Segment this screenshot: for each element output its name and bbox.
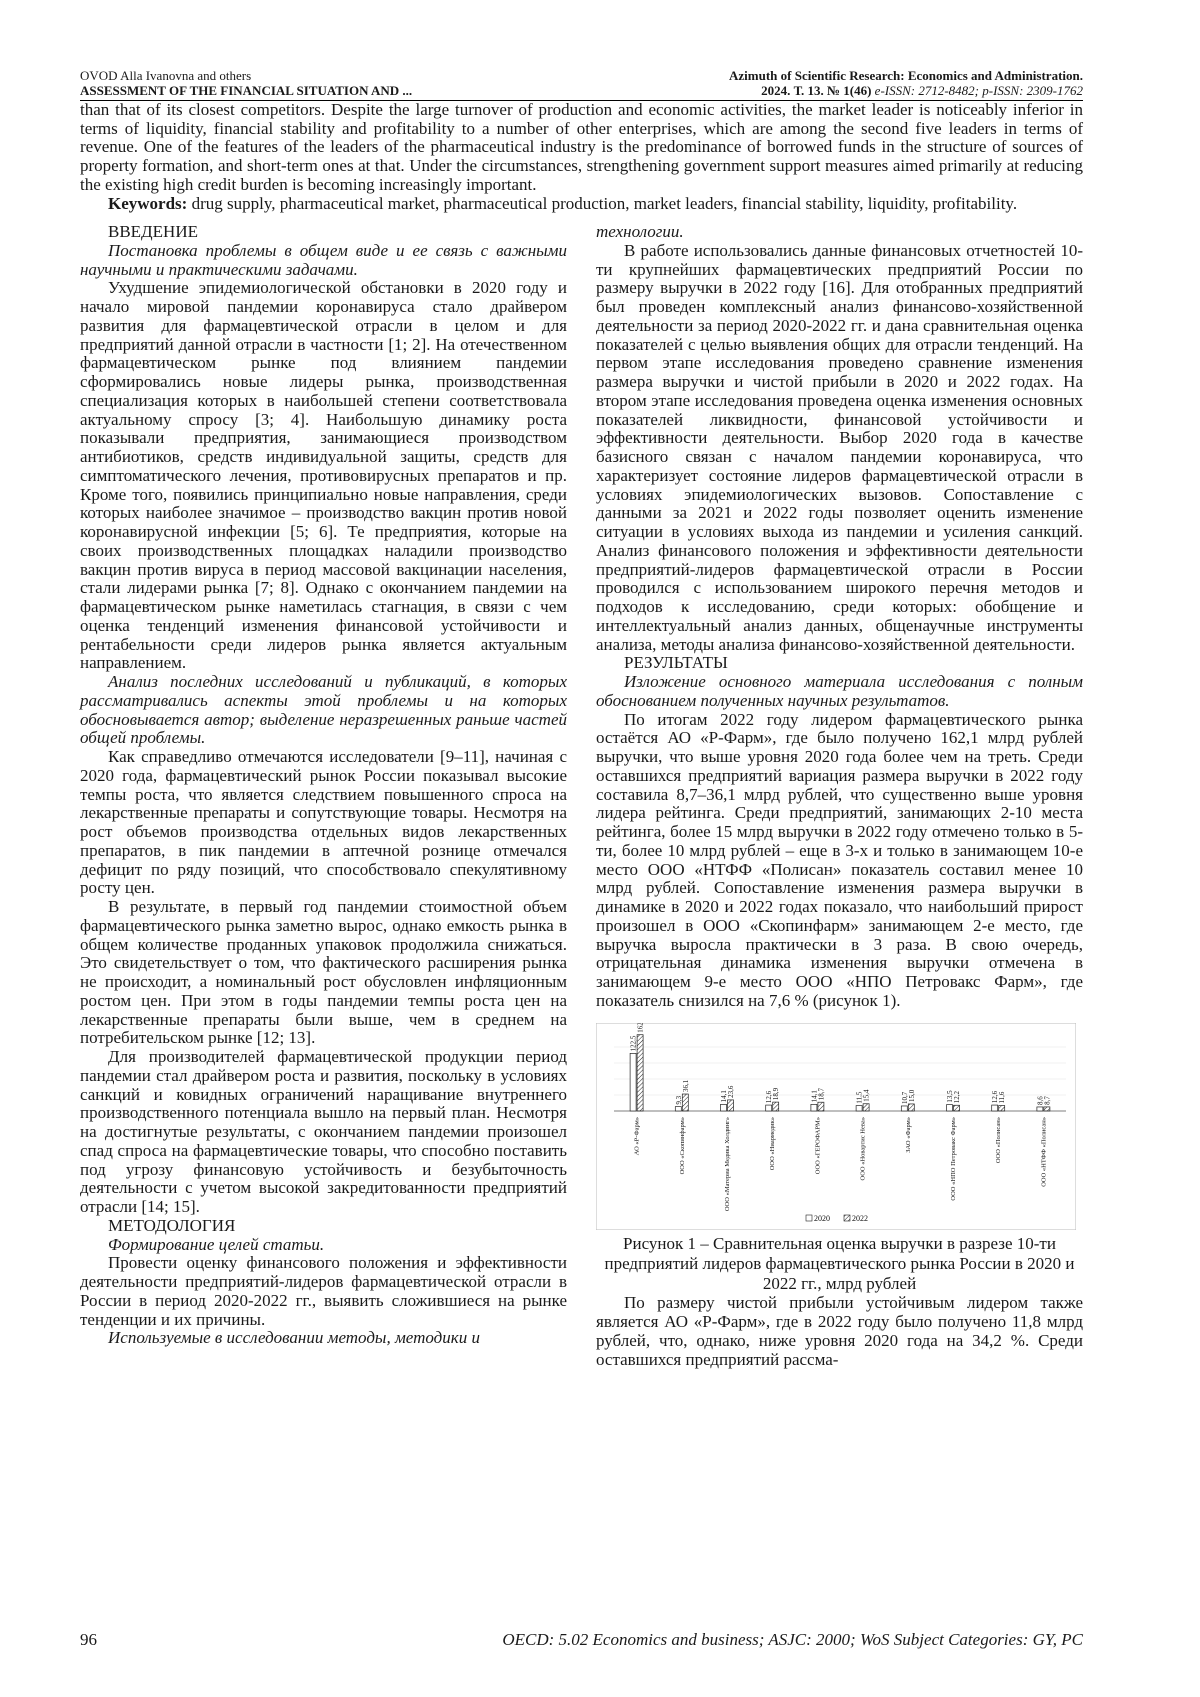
left-column <box>80 223 567 1369</box>
paragraph: В результате, в первый год пандемии стоимостной объем фармацевтического рынка заметно вырос, однако емкость рынка в общем количестве проданных упаковок продолжила снижаться. Это свидетельствует о том, что фактического расширения рынка не происходит, а номинальный рост обусловлен инфляционным ростом цен. При этом в годы пандемии темпы роста цен на лекарственные препараты были выше, чем в среднем на потребительском рынке [12; 13]. <box>80 897 567 1048</box>
paragraph: Провести оценку финансового положения и эффективности деятельности предприятий-лидеров фармацевтической отрасли в России в период 2020-2022 гг., выявить сложившиеся на рынке тенденции и их причины. <box>80 1253 567 1329</box>
data-label: 12,2 <box>953 1090 961 1103</box>
header-issn: e-ISSN: 2712-8482; p-ISSN: 2309-1762 <box>871 83 1083 98</box>
keywords-text: drug supply, pharmaceutical market, pharmaceutical production, market leaders, financial stability, liquidity, profitability. <box>187 193 1018 213</box>
legend-swatch-2020 <box>806 1215 812 1221</box>
paragraph: Как справедливо отмечаются исследователи [9–11], начиная с 2020 года, фармацевтический рынок России показывал высокие темпы роста, что является следствием повышенного спроса на лекарственные препараты и сопутствующие товары. Несмотря на рост объемов производства отдельных видов лекарственных препаратов, в пик пандемии в аптечной рознице отмечался дефицит по ряду позиций, что способствовало спекулятивному росту цен. <box>80 747 567 898</box>
bar-2022 <box>863 1103 869 1110</box>
category-label: ООО «НТФФ «Полисан» <box>1040 1116 1048 1187</box>
paragraph: Ухудшение эпидемиологической обстановки в 2020 году и начало мировой пандемии коронавируса стало драйвером развития для фармацевтической отрасли в целом и для предприятий данной отрасли в частности [1; 2]. На отечественном фармацевтическом рынке под влиянием пандемии сформировались новые лидеры рынка, производственная специализация которых в наибольшей степени соответствовала актуальному спросу [3; 4]. Наибольшую динамику роста показывали предприятия, занимающиеся производством антибиотиков, средств индивидуальной защиты, средств для симптоматического лечения, противовирусных препаратов и пр. Кроме того, появились принципиально новые направления, среди которых наиболее значимое – производство вакцин против новой коронавирусной инфекции [5; 6]. Те предприятия, которые на своих производственных площадках наладили производство вакцин против вируса в период массовой вакцинации населения, стали лидерами рынка [7; 8]. Однако с окончанием пандемии на фармацевтическом рынке наметилась стагнация, в связи с чем оценка тенденций изменения финансовой устойчивости и рентабельности среди лидеров рынка является актуальным направлением. <box>80 278 567 673</box>
keywords <box>80 195 1083 214</box>
category-label: ООО «Скопинфарм» <box>678 1116 686 1175</box>
data-label: 18,7 <box>817 1087 826 1100</box>
bar-2020 <box>901 1106 907 1111</box>
bar-2020 <box>766 1105 772 1111</box>
header-volume: 2024. Т. 13. № 1(46) <box>761 83 872 98</box>
category-label: ООО «Ниармедик» <box>769 1116 777 1170</box>
paragraph: По размеру чистой прибыли устойчивым лидером также является АО «Р-Фарм», где в 2022 году было получено 11,8 млрд рублей, что, однако, ниже уровня 2020 года на 34,2 %. Среди оставшихся предприятий рассма- <box>596 1293 1083 1369</box>
header-journal: Azimuth of Scientific Research: Economics and Administration. <box>729 68 1083 83</box>
legend-label-2020: 2020 <box>814 1213 830 1223</box>
header-title: ASSESSMENT OF THE FINANCIAL SITUATION AND ... <box>80 83 413 98</box>
method-subheading: Формирование целей статьи. <box>108 1234 325 1254</box>
intro-subheading: Постановка проблемы в общем виде и ее связь с важными научными и практическими задачами. <box>80 240 567 279</box>
bar-2020 <box>675 1106 681 1110</box>
bar-2020 <box>811 1104 817 1111</box>
method-heading: МЕТОДОЛОГИЯ <box>108 1215 236 1235</box>
bar-2022 <box>773 1102 779 1111</box>
abstract-text: than that of its closest competitors. Despite the large turnover of production and economic activities, the market leader is noticeably inferior in terms of liquidity, financial stability and profitability to a number of other enterprises, which are among the second five leaders in terms of revenue. One of the features of the leaders of the pharmaceutical industry is the predominance of borrowed funds in the structure of sources of property formation, and short-term ones at that. Under the circumstances, strengthening government support measures aimed primarily at reducing the existing high credit burden is becoming increasingly important. <box>80 100 1083 194</box>
paragraph: Для производителей фармацевтической продукции период пандемии стал драйвером роста и развития, поскольку в условиях санкций и ковидных ограничений наращивание внутреннего производственного потенциала вышло на первый план. Несмотря на достигнутые результаты, с окончанием пандемии произошел спад спроса на фармацевтические товары, что способно поставить под угрозу финансовую устойчивость и безубыточность деятельности с учетом высокой закредитованности предприятий отрасли [14; 15]. <box>80 1047 567 1217</box>
data-label: 9,3 <box>674 1095 683 1105</box>
data-label: 11,6 <box>998 1091 1007 1104</box>
data-label: 18,9 <box>772 1087 781 1100</box>
data-label: 15,4 <box>862 1089 871 1102</box>
bar-2020 <box>721 1104 727 1111</box>
data-label: 10,7 <box>900 1091 909 1104</box>
right-column <box>596 223 1083 1369</box>
legend-label-2022: 2022 <box>852 1213 868 1223</box>
header-authors: OVOD Alla Ivanovna and others <box>80 68 252 83</box>
page-number: 96 <box>80 1630 97 1649</box>
method-subheading-2: Используемые в исследовании методы, методики и <box>108 1328 480 1348</box>
figure-caption: Рисунок 1 – Сравнительная оценка выручки в разрезе 10-ти предприятий лидеров фармацевтического рынка России в 2020 и 2022 гг., млрд рублей <box>604 1234 1075 1294</box>
bar-2022 <box>728 1100 734 1111</box>
data-label: 122,5 <box>629 1035 638 1052</box>
category-label: АО «Р-Фарм» <box>633 1116 641 1155</box>
data-label: 14,1 <box>720 1089 728 1103</box>
results-heading: РЕЗУЛЬТАТЫ <box>624 653 728 673</box>
category-label: ООО «Полисан» <box>995 1116 1003 1163</box>
paragraph: По итогам 2022 году лидером фармацевтического рынка остаётся АО «Р-Фарм», где было получено 162,1 млрд рублей выручки, что выше уровня 2020 года более чем на треть. Среди оставшихся предприятий вариация размера выручки в 2022 году составила 8,7–36,1 млрд рублей, что существенно выше уровня лидера рейтинга. Среди предприятий, занимающих 2-10 места рейтинга, более 15 млрд выручки в 2022 году отмечено только в 5-ти, более 10 млрд рублей – еще в 3-х и только в занимающем 10-е место ООО «НТФФ «Полисан» показатель составил менее 10 млрд рублей. Сопоставление изменения размера выручки в динамике в 2020 и 2022 годах показало, что наибольший прирост произошел в ООО «Скопинфарм» занимающем 2-е место, где выручка выросла практически в 3 раза. В свою очередь, отрицательная динамика изменения выручки отмечена в занимающем 9-е место ООО «НПО Петровакс Фарм», где показатель снизился на 7,6 % (рисунок 1). <box>596 709 1083 1010</box>
page <box>80 68 1083 1369</box>
body-columns <box>80 223 1083 1369</box>
chart-frame <box>596 1023 1076 1230</box>
keywords-label: Keywords: <box>108 193 188 213</box>
data-label: 8,7 <box>1043 1095 1052 1105</box>
bar-2022 <box>999 1105 1005 1110</box>
abstract <box>80 101 1083 213</box>
data-label: 15,0 <box>907 1089 916 1102</box>
bar-2020 <box>1037 1107 1043 1111</box>
bar-2020 <box>856 1105 862 1110</box>
bar-2022 <box>954 1105 960 1111</box>
category-label: ООО «ГЕРОФАРМ» <box>814 1116 822 1174</box>
bar-2022 <box>682 1094 688 1111</box>
data-label: 23,6 <box>727 1085 735 1098</box>
legend-swatch-2022 <box>844 1215 850 1221</box>
bar-2022 <box>908 1104 914 1111</box>
data-label: 36,1 <box>681 1079 690 1092</box>
data-label: 162,1 <box>636 1022 645 1033</box>
data-label: 8,6 <box>1036 1095 1045 1105</box>
data-label: 12,6 <box>991 1090 1000 1103</box>
running-header <box>80 68 1083 101</box>
data-label: 12,6 <box>765 1090 774 1103</box>
bar-2022 <box>1044 1107 1050 1111</box>
bar-2020 <box>630 1053 636 1111</box>
data-label: 13,5 <box>946 1090 954 1103</box>
paragraph: В работе использовались данные финансовых отчетностей 10-ти крупнейших фармацевтических предприятий России по размеру выручки в 2022 году [16]. Для отобранных предприятий был проведен комплексный анализ финансово-хозяйственной деятельности за период 2020-2022 гг. и дана сравнительная оценка показателей с целью выявления общих для отрасли тенденций. На первом этапе исследования проведено сравнение изменения размера выручки и чистой прибыли в 2020 и 2022 годах. На втором этапе исследования проведена оценка изменения основных показателей ликвидности, финансовой устойчивости и эффективности деятельности. Выбор 2020 года в качестве базисного связан с началом пандемии коронавируса, что характеризует состояние лидеров фармацевтической отрасли в условиях эпидемиологических вызовов. Сопоставление с данными за 2021 и 2022 годы позволяет оценить изменение ситуации в условиях выхода из пандемии и усиления санкций. Анализ финансового положения и эффективности деятельности предприятий-лидеров фармацевтической отрасли в России проводился с использованием широкого перечня методов и подходов к исследованию, среди которых: обобщение и интеллектуальный анализ данных, общенаучные инструменты анализа, методы анализа финансово-хозяйственной деятельности. <box>596 240 1083 654</box>
revenue-bar-chart <box>596 1023 1076 1230</box>
results-subheading: Изложение основного материала исследования с полным обоснованием полученных научных результатов. <box>596 672 1083 710</box>
data-label: 14,1 <box>810 1089 819 1103</box>
intro-heading: ВВЕДЕНИЕ <box>108 222 198 242</box>
continued-subheading: технологии. <box>596 222 684 242</box>
footer-classification: OECD: 5.02 Economics and business; ASJC: 2000; WoS Subject Categories: GY, PC <box>502 1630 1083 1649</box>
bar-2020 <box>947 1104 953 1110</box>
literature-subheading: Анализ последних исследований и публикаций, в которых рассматривались аспекты этой проблемы и на которых обосновывается автор; выделение неразрешенных раньше частей общей проблемы. <box>80 672 567 748</box>
bar-2022 <box>637 1034 643 1110</box>
category-label: ООО «Новартис Нева» <box>859 1116 867 1181</box>
bar-2022 <box>818 1102 824 1111</box>
category-label: ООО «Материа Медика Холдинг» <box>724 1116 731 1211</box>
category-label: ЗАО «Фарм» <box>904 1116 912 1153</box>
category-label: ООО «НПО Петровакс Фарм» <box>950 1116 957 1201</box>
page-footer <box>80 1630 1083 1650</box>
bar-2020 <box>992 1105 998 1111</box>
data-label: 11,5 <box>855 1091 864 1104</box>
